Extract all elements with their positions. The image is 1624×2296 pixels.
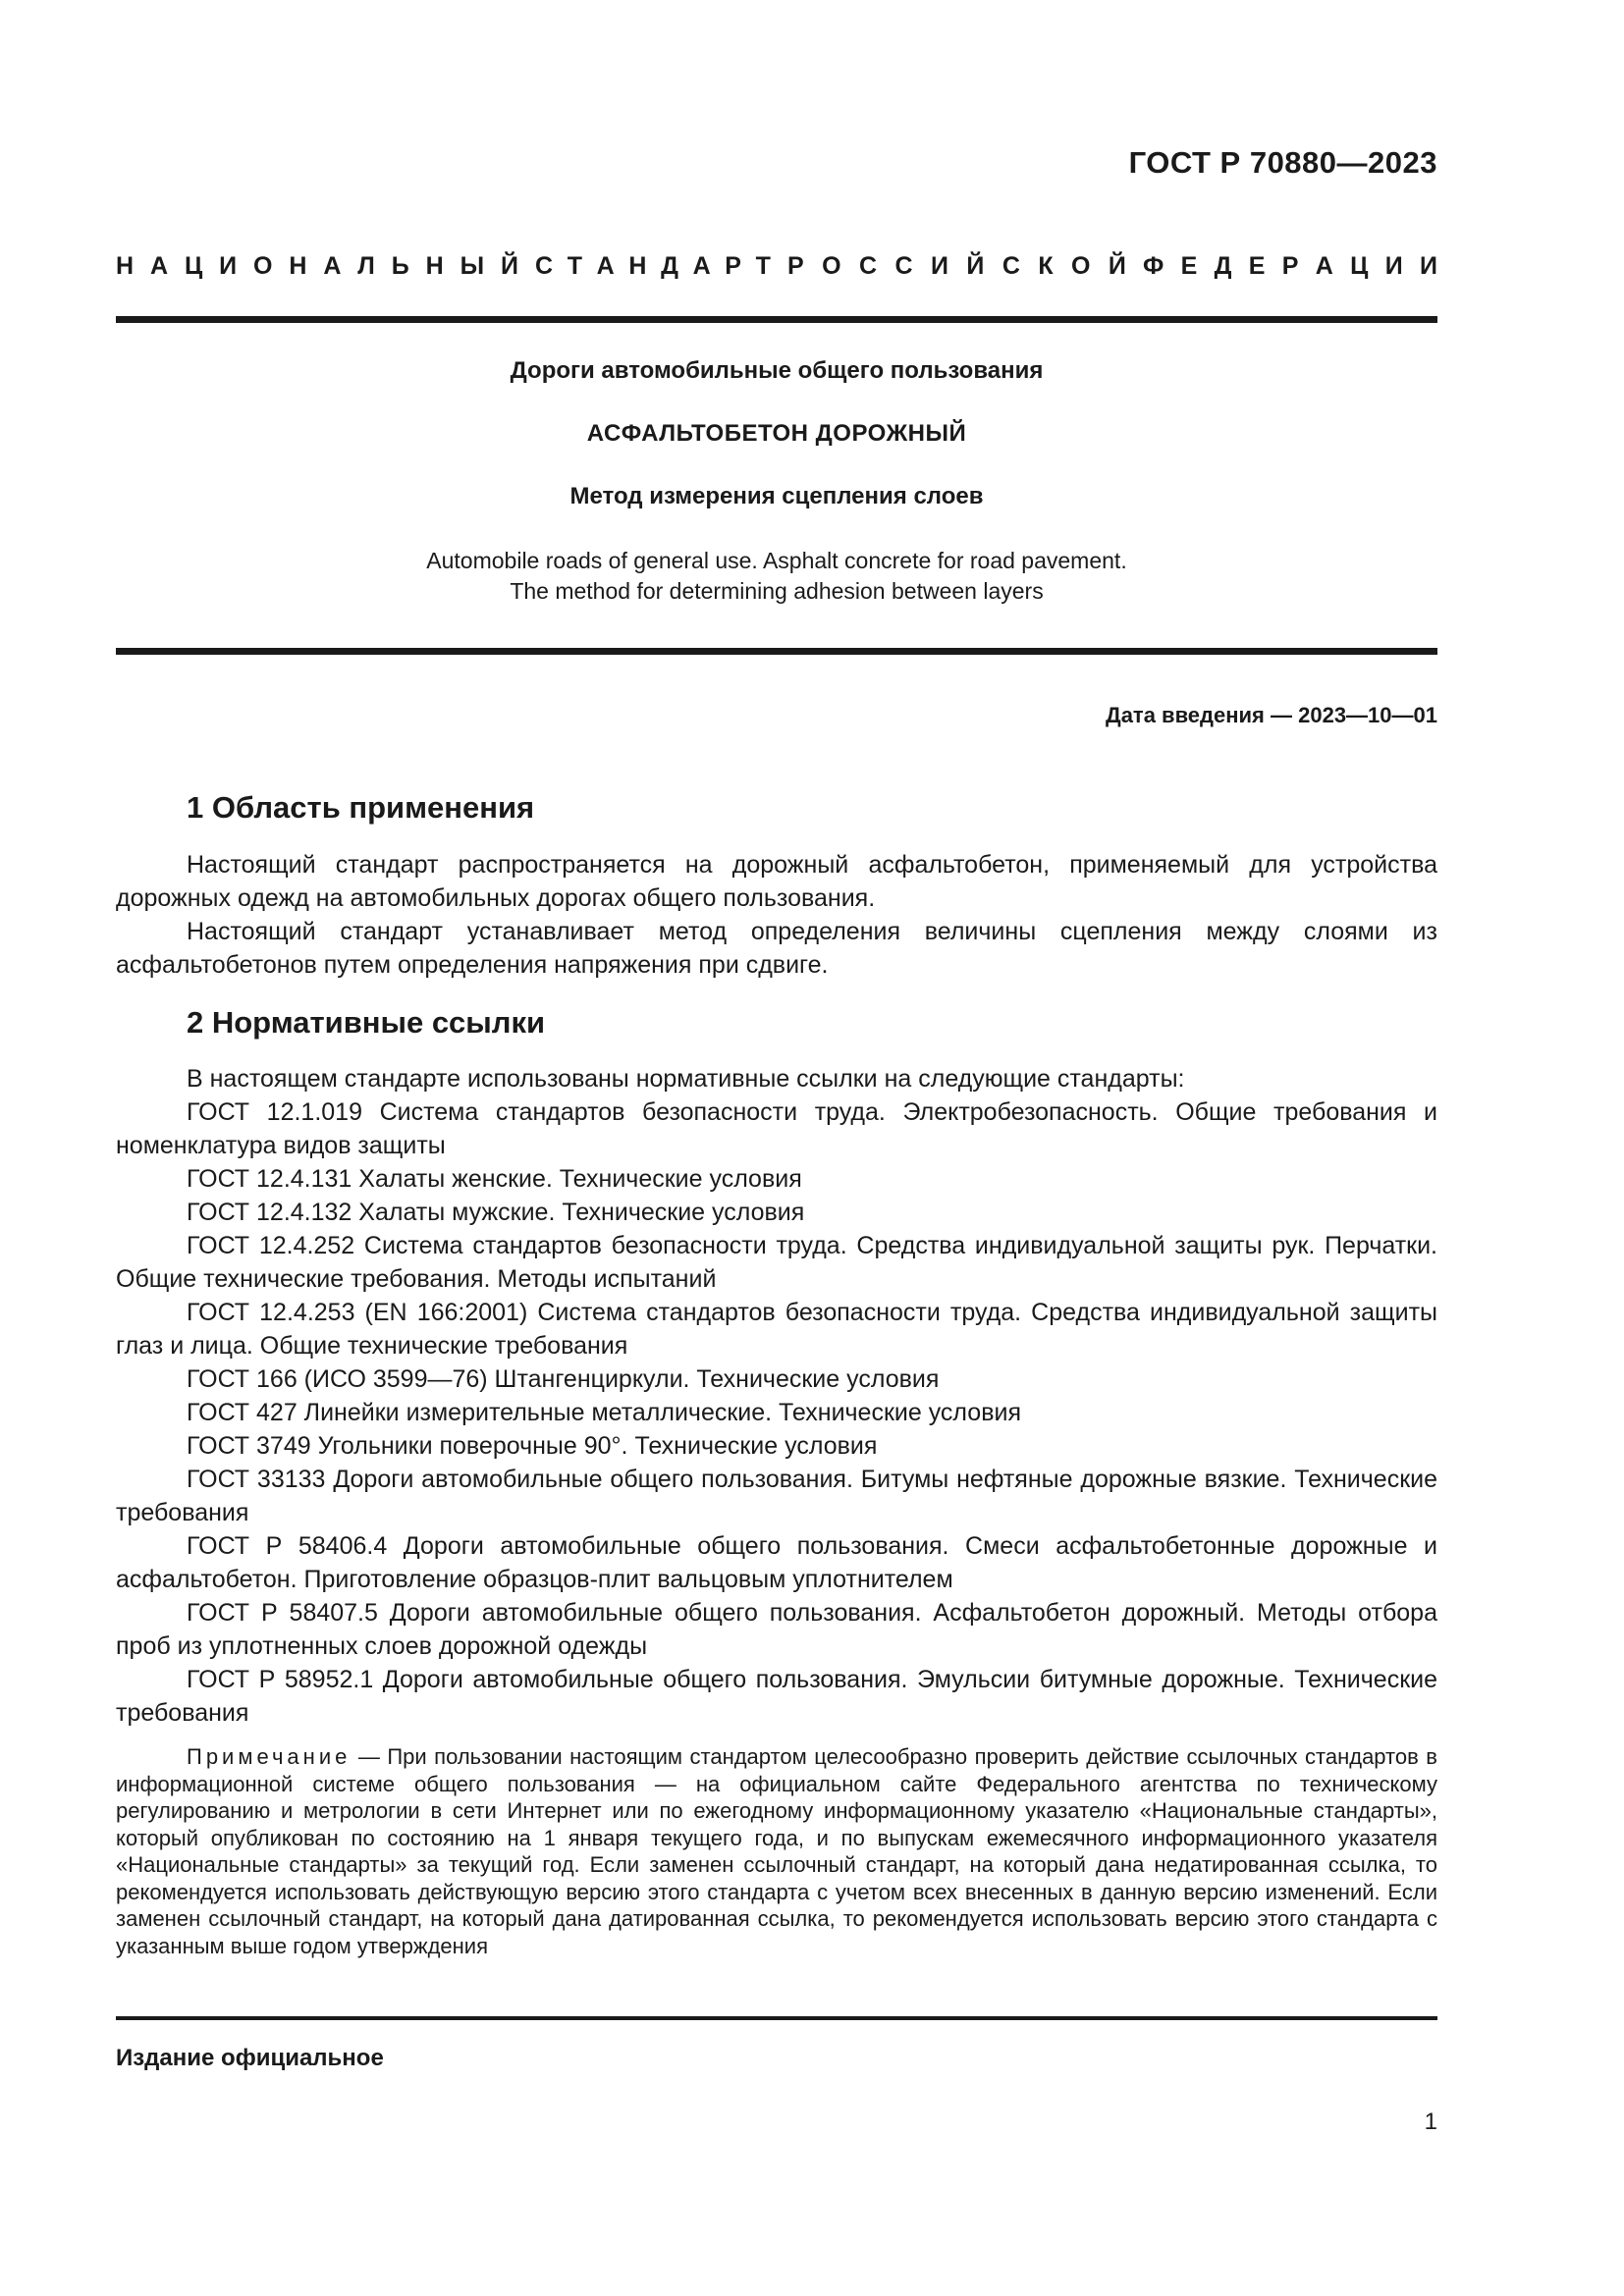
english-title (116, 546, 1437, 607)
note-paragraph (116, 1743, 1437, 1959)
reference-item: ГОСТ 3749 Угольники поверочные 90°. Технические условия (187, 1432, 878, 1460)
national-title-word: Р О С С И Й С К О Й (787, 252, 1126, 280)
reference-item: ГОСТ Р 58407.5 Дороги автомобильные общего пользования. Асфальтобетон дорожный. Методы отбора проб из уплотненных слоев дорожной одежды (116, 1599, 1437, 1660)
national-standard-title (116, 252, 1437, 281)
title-line-1: Дороги автомобильные общего пользования (510, 357, 1044, 384)
reference-item: ГОСТ 12.4.252 Система стандартов безопасности труда. Средства индивидуальной защиты рук. Перчатки. Общие технические требования. Методы испытаний (116, 1232, 1437, 1293)
reference-item: ГОСТ Р 58406.4 Дороги автомобильные общего пользования. Смеси асфальтобетонные дорожные и асфальтобетон. Приготовление образцов-плит вальцовым уплотнителем (116, 1532, 1437, 1593)
national-title-word: Н А Ц И О Н А Л Ь Н Ы Й (116, 252, 518, 280)
official-edition-label: Издание официальное (116, 2045, 384, 2071)
english-title-line-1: Automobile roads of general use. Asphalt concrete for road pavement. (426, 548, 1127, 573)
title-line-3: Метод измерения сцепления слоев (569, 483, 984, 509)
footer-divider (116, 2016, 1437, 2020)
section-2-intro: В настоящем стандарте использованы нормативные ссылки на следующие стандарты: (187, 1065, 1185, 1093)
reference-item: ГОСТ 12.4.253 (EN 166:2001) Система стандартов безопасности труда. Средства индивидуальной защиты глаз и лица. Общие технические требования (116, 1299, 1437, 1360)
section-1-paragraph: Настоящий стандарт распространяется на дорожный асфальтобетон, применяемый для устройства дорожных одежд на автомобильных дорогах общего пользования. (116, 851, 1437, 912)
introduction-date: Дата введения — 2023—10—01 (1106, 703, 1437, 727)
page-number: 1 (1424, 2109, 1437, 2135)
reference-item: ГОСТ 166 (ИСО 3599—76) Штангенциркули. Технические условия (187, 1365, 940, 1393)
national-title-word: С Т А Н Д А Р Т (535, 252, 771, 280)
title-divider (116, 648, 1437, 655)
reference-item: ГОСТ 33133 Дороги автомобильные общего пользования. Битумы нефтяные дорожные вязкие. Технические требования (116, 1466, 1437, 1526)
document-code: ГОСТ Р 70880—2023 (1128, 145, 1437, 180)
english-title-line-2: The method for determining adhesion between layers (510, 578, 1044, 604)
title-line-2: АСФАЛЬТОБЕТОН ДОРОЖНЫЙ (586, 420, 967, 447)
section-1-body (116, 848, 1437, 982)
reference-item: ГОСТ 427 Линейки измерительные металлические. Технические условия (187, 1399, 1021, 1426)
section-1-paragraph: Настоящий стандарт устанавливает метод определения величины сцепления между слоями из асфальтобетонов путем определения напряжения при сдвиге. (116, 918, 1437, 979)
section-2-heading: 2 Нормативные ссылки (187, 1005, 546, 1040)
reference-item: ГОСТ 12.4.131 Халаты женские. Технические условия (187, 1165, 802, 1193)
reference-item: ГОСТ Р 58952.1 Дороги автомобильные общего пользования. Эмульсии битумные дорожные. Технические требования (116, 1666, 1437, 1727)
reference-item: ГОСТ 12.1.019 Система стандартов безопасности труда. Электробезопасность. Общие требования и номенклатура видов защиты (116, 1098, 1437, 1159)
document-page (116, 0, 1437, 2296)
national-title-word: Ф Е Д Е Р А Ц И И (1143, 252, 1437, 280)
note-text: — При пользовании настоящим стандартом целесообразно проверить действие ссылочных стандартов в информационной системе общего пользования — на официальном сайте Федерального агентства по техническому регулированию и метрологии в сети Интернет или по ежегодному информационному указателю «Национальные стандарты», который опубликован по состоянию на 1 января текущего года, и по выпускам ежемесячного информационного указателя «Национальные стандарты» за текущий год. Если заменен ссылочный стандарт, на который дана недатированная ссылка, то рекомендуется использовать действующую версию этого стандарта с учетом всех внесенных в данную версию изменений. Если заменен ссылочный стандарт, на который дана датированная ссылка, то рекомендуется использовать версию этого стандарта с указанным выше годом утверждения (116, 1744, 1437, 1958)
section-2-body (116, 1062, 1437, 1730)
note-label: Примечание (187, 1744, 352, 1769)
header-divider (116, 316, 1437, 323)
reference-item: ГОСТ 12.4.132 Халаты мужские. Технические условия (187, 1199, 805, 1226)
section-1-heading: 1 Область применения (187, 790, 535, 825)
